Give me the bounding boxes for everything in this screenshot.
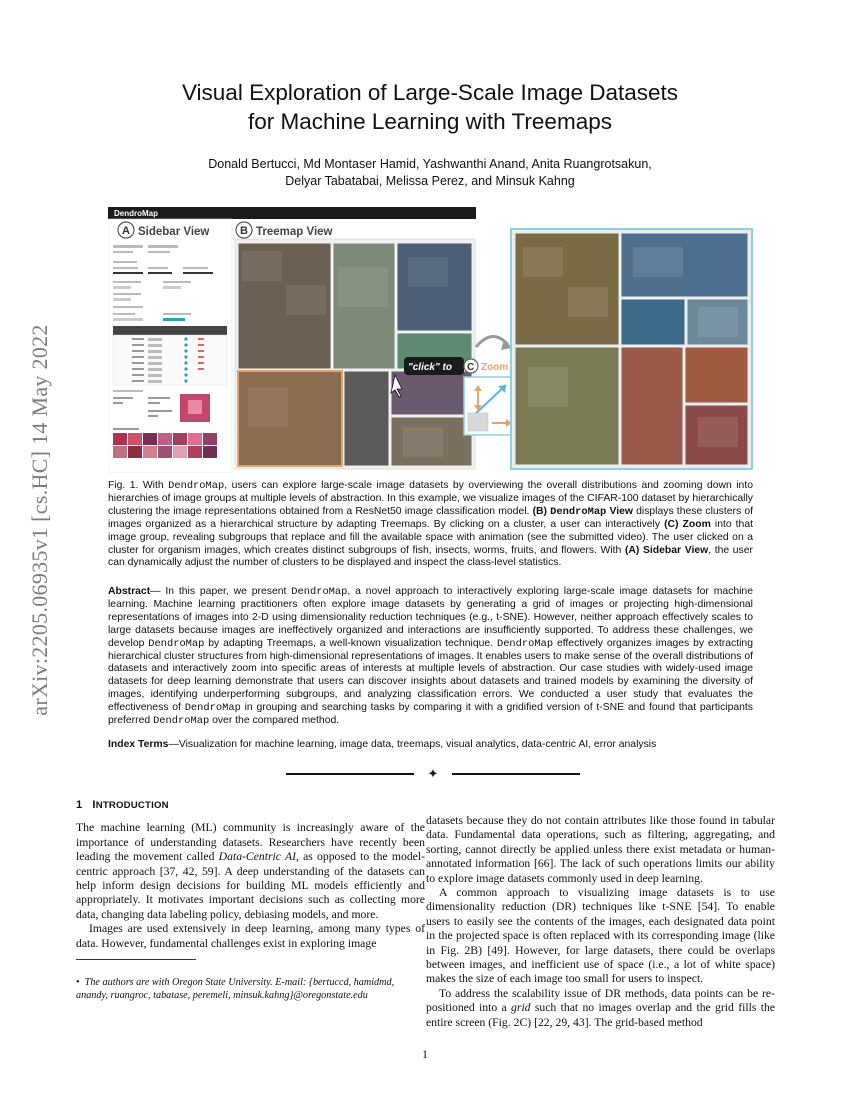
label-b: B: [240, 225, 248, 237]
right-column: [426, 814, 775, 1030]
right-paragraph-2: A common approach to visualizing image datasets is to use dimensionality reduction (DR) techniques like t-SNE [54]. To enable users to easily see the contents of the images, each designated data point in the projected space is often replaced with its corresponding image (like in Fig. 2B) [49]. However, for large datasets, there could be overlaps between images, and inefficient use of space (i.e., a lot of white space) makes the size of each image too small for users to inspect.: [426, 886, 775, 986]
intro-paragraph-1: The machine learning (ML) community is increasingly aware of the importance of understanding datasets. Researchers have recently been leading the movement called Data-Centric AI, as opposed to the model-centric approach [37, 42, 59]. A deep understanding of the datasets can help inform design decisions for building ML models efficiently and appropriately. It motivates important decisions such as collecting more data, changing data labeling policy, debiasing models, and more.: [76, 821, 425, 921]
intro-paragraph-2: Images are used extensively in deep learning, among many types of data. However, fundamental challenges exist in exploring image: [76, 922, 425, 950]
label-c: C: [467, 362, 475, 373]
footnote: • The authors are with Oregon State University. E-mail: {bertuccd, hamidmd, anandy, ruangroc, tabatase, peremeli, minsuk.kahng}@oregonstate.edu: [76, 977, 395, 1001]
app-header-bar: [108, 207, 476, 219]
left-column: [76, 798, 425, 951]
paper-title: [110, 78, 750, 136]
index-terms-label: Index Terms: [108, 739, 169, 750]
click-to-label: "click" to: [408, 362, 452, 373]
footnote-bullet: •: [76, 977, 80, 988]
arxiv-identifier: arXiv:2205.06935v1 [cs.HC] 14 May 2022: [27, 324, 52, 716]
treemap-overview[interactable]: [235, 239, 475, 469]
figure-caption: Fig. 1. With DendroMap, users can explore large-scale image datasets by overviewing the overall distributions and zooming down into hierarchies of image groups at multiple levels of abstraction. In this example, we visualize images of the CIFAR-100 dataset by hierarchically clustering the image representations obtained from a ResNet50 image classification model. (B) DendroMap View displays these clusters of images organized as a hierarchical structure by adapting Treemaps. By clicking on a cluster, a user can interactively (C) Zoom into that image group, revealing subgroups that replace and fill the available space with animation (see the submitted video). The user clicked on a cluster for organism images, which creates distinct subgroups of fish, insects, worms, fruits, and flowers. With (A) Sidebar View, the user can dynamically adjust the number of clusters to be displayed and inspect the class-level statistics.: [108, 480, 754, 569]
authors-line-2: Delyar Tabatabai, Melissa Perez, and Minsuk Kahng: [285, 174, 575, 188]
right-paragraph-3: To address the scalability issue of DR methods, data points can be re-positioned into a grid such that no images overlap and the grid fills the entire screen (Fig. 2C) [22, 29, 43]. The grid-based method: [426, 986, 775, 1029]
footnote-rule: [76, 959, 196, 960]
page-number: 1: [422, 1047, 428, 1061]
zoom-label: Zoom: [481, 362, 509, 373]
treemap-view-label: Treemap View: [256, 226, 333, 238]
author-list: [110, 156, 750, 190]
abstract: Abstract— In this paper, we present DendroMap, a novel approach to interactively exploring large-scale image datasets for machine learning. Machine learning practitioners often explore image datasets by generating a grid of images or projecting high-dimensional representations of images into 2-D using dimensionality reduction techniques (e.g., t-SNE). However, neither approach effectively scales to large datasets because images are ineffectively organized and interactions are insufficiently supported. To address these challenges, we develop DendroMap by adapting Treemaps, a well-known visualization technique. DendroMap effectively organizes images by extracting hierarchical cluster structures from high-dimensional representations of images. It enables users to make sense of the overall distributions of datasets and interactively zoom into specific areas of interests at multiple levels of abstraction. Our case studies with widely-used image datasets for deep learning demonstrate that users can discover insights about datasets and trained models by examining the diversity of images, identifying underperforming subgroups, and analyzing classification errors. We conducted a user study that evaluates the effectiveness of DendroMap in grouping and searching tasks by comparing it with a gridified version of t-SNE and found that participants preferred DendroMap over the compared method.: [108, 586, 753, 728]
class-stats-table: [113, 326, 227, 385]
treemap-zoomed[interactable]: [511, 229, 752, 469]
caption-app-name: DendroMap: [168, 480, 225, 492]
sidebar-view-label: Sidebar View: [138, 226, 210, 238]
title-line-2: for Machine Learning with Treemaps: [248, 109, 612, 134]
section-divider: [286, 767, 580, 781]
diamond-ornament-icon: ✦: [427, 766, 439, 781]
right-paragraph-1: datasets because they do not contain attributes like those found in tabular data. Fundamental data operations, such as filtering, aggregating, and sorting, cannot directly be applied unless there exist metadata or human-annotated information [66]. The lack of such operations limits our ability to explore image datasets commonly used in deep learning.: [426, 814, 775, 885]
zoom-diagram: [464, 377, 514, 435]
teaser-figure: [108, 207, 753, 473]
section-heading: 1 INTRODUCTION: [76, 799, 169, 811]
app-name-label: DendroMap: [114, 209, 158, 218]
title-line-1: Visual Exploration of Large-Scale Image Datasets: [181, 80, 679, 105]
label-a: A: [122, 225, 130, 237]
index-terms: Index Terms—Visualization for machine learning, image data, treemaps, visual analytics, data-centric AI, error analysis: [108, 739, 657, 750]
abstract-label: Abstract: [108, 586, 151, 597]
authors-line-1: Donald Bertucci, Md Montaser Hamid, Yashwanthi Anand, Anita Ruangrotsakun,: [208, 157, 652, 171]
